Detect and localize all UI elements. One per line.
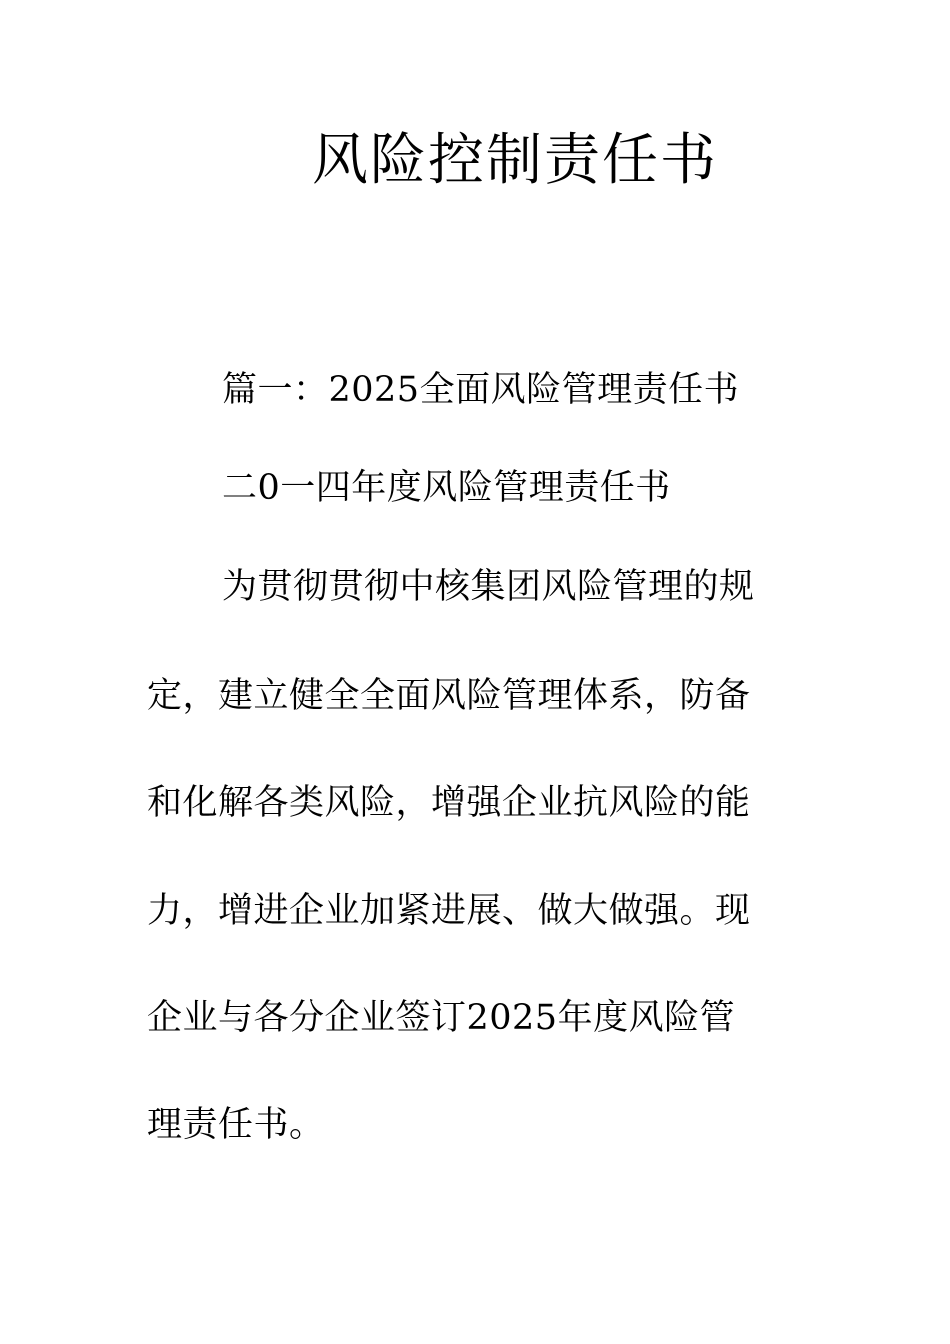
body-line: 为贯彻贯彻中核集团风险管理的规 [222, 567, 755, 607]
body-line: 理责任书。 [147, 1105, 325, 1145]
section-heading: 二0一四年度风险管理责任书 [222, 468, 671, 508]
document-title: 风险控制责任书 [312, 128, 718, 193]
body-line: 定，建立健全全面风险管理体系，防备 [147, 676, 751, 716]
section-subtitle: 篇一：2025全面风险管理责任书 [222, 370, 740, 410]
body-line: 和化解各类风险，增强企业抗风险的能 [147, 783, 751, 823]
body-line: 力，增进企业加紧进展、做大做强。现 [147, 891, 751, 931]
body-line: 企业与各分企业签订2025年度风险管 [147, 998, 736, 1038]
